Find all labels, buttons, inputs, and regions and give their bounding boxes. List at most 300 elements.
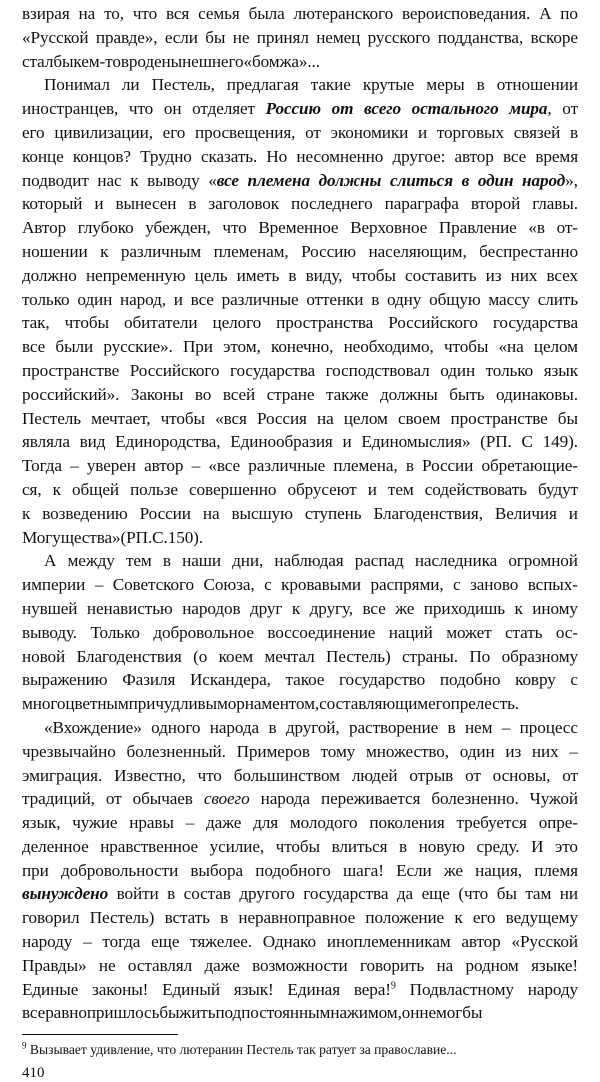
word [355, 549, 404, 573]
word [398, 407, 440, 431]
text-line [22, 978, 578, 1002]
word-part: растворение [349, 717, 439, 737]
word [388, 478, 414, 502]
word [428, 692, 451, 716]
word-part: государства [229, 360, 316, 380]
word [366, 740, 449, 764]
word-part: нравы [129, 813, 174, 833]
word [22, 526, 121, 550]
word [531, 26, 578, 50]
word [321, 740, 356, 764]
word [22, 311, 50, 335]
word [94, 192, 103, 216]
word-part: друг [250, 598, 283, 618]
text-line [22, 383, 578, 407]
word-part: выводу. [22, 622, 77, 642]
word [250, 597, 282, 621]
word-part: Благоденствия, [373, 503, 483, 523]
word-part: процесс [519, 717, 578, 737]
word [465, 764, 481, 788]
word-part: может [446, 622, 492, 642]
word-part: тогда [102, 932, 141, 952]
word-part: непременную [85, 265, 186, 285]
word [418, 121, 427, 145]
word [477, 835, 520, 859]
word-part: чтобы [275, 836, 320, 856]
word [371, 288, 379, 312]
word-part: одинаковы. [496, 384, 578, 404]
word [431, 787, 518, 811]
word-part: Благоденствия [76, 646, 182, 666]
word [380, 383, 438, 407]
word-part: к [22, 503, 31, 523]
word-part: ведущему [505, 908, 578, 928]
word-part: будут [538, 479, 578, 499]
word [502, 645, 578, 669]
word-part: все [22, 337, 46, 357]
word [534, 859, 578, 883]
word [249, 2, 285, 26]
word-part: от [305, 122, 321, 142]
word-part: государства [303, 884, 389, 904]
word-part: Автор [22, 218, 67, 238]
text-line [22, 573, 578, 597]
word [188, 192, 196, 216]
word-part: одного [151, 717, 201, 737]
word [496, 383, 578, 407]
word [96, 26, 158, 50]
word-part: просвещения, [194, 122, 296, 142]
text-line [22, 764, 578, 788]
word-part: была [248, 4, 285, 23]
word [129, 811, 174, 835]
word [22, 26, 88, 50]
word-part: стать [505, 622, 543, 642]
word [129, 692, 228, 716]
word [201, 145, 257, 169]
word [319, 169, 382, 193]
word-part: добровольности [60, 860, 179, 880]
word-part: племена, [333, 456, 398, 476]
word-part: Советского [112, 575, 195, 595]
word [506, 906, 578, 930]
word-part: к [291, 598, 301, 618]
word [486, 359, 534, 383]
word [306, 264, 343, 288]
word [515, 668, 556, 692]
word [543, 430, 578, 454]
text-line [22, 906, 578, 930]
text-line [22, 430, 578, 454]
word-part: тем [387, 479, 414, 499]
word-part: мечтает, [91, 408, 151, 428]
word [195, 383, 211, 407]
word [22, 668, 108, 692]
word [238, 906, 355, 930]
word-part: он [163, 99, 182, 119]
word [562, 764, 578, 788]
word [361, 430, 470, 454]
word [569, 740, 578, 764]
word-part: иметь [236, 265, 280, 285]
text-line [22, 169, 578, 193]
word-part: тем [125, 551, 152, 571]
word-part: такое [285, 670, 325, 690]
word [222, 288, 299, 312]
word-part: войти [116, 884, 159, 904]
word-part: вид [79, 432, 106, 452]
word [461, 930, 500, 954]
word-part: меры [426, 75, 465, 95]
word [497, 882, 517, 906]
word-part: наследника [414, 551, 498, 571]
word [252, 954, 348, 978]
word-part: и [417, 122, 428, 142]
word-part: крутые [362, 75, 415, 95]
word [91, 407, 150, 431]
word-part: всех [546, 265, 578, 285]
word-part: вера! [353, 979, 391, 999]
word-part: своего [203, 789, 250, 809]
word-part: влиться [331, 836, 388, 856]
word-part: там [525, 884, 552, 904]
word-part: в [476, 75, 485, 95]
word [303, 882, 388, 906]
word [168, 526, 203, 550]
word-part: них [510, 265, 538, 285]
word [174, 288, 183, 312]
word-part: племенам, [213, 241, 289, 261]
word-part: говорить [359, 955, 425, 975]
word [126, 549, 152, 573]
word [73, 145, 131, 169]
text-line [22, 26, 578, 50]
word [147, 169, 200, 193]
word-part: даже [204, 955, 240, 975]
word [478, 169, 514, 193]
word [189, 478, 276, 502]
word [182, 597, 240, 621]
word [539, 811, 578, 835]
word-part: что [128, 99, 154, 119]
word-part: один [440, 360, 476, 380]
word [326, 383, 368, 407]
word-part: в [288, 265, 297, 285]
word [521, 430, 532, 454]
word [387, 288, 421, 312]
word-part: нем [464, 717, 493, 737]
word-part: отделяет [192, 99, 255, 119]
word-part: от [562, 99, 578, 119]
word-part: нувшей [22, 598, 78, 618]
word-part: различные [248, 456, 326, 476]
word [215, 407, 247, 431]
word-part: что [197, 765, 222, 785]
word-part: один [477, 170, 514, 190]
word [429, 288, 481, 312]
text-line [22, 1001, 578, 1025]
word [22, 764, 102, 788]
word [369, 811, 444, 835]
word [198, 764, 222, 788]
word [92, 978, 148, 1002]
word [456, 811, 526, 835]
word [167, 882, 175, 906]
word [90, 621, 139, 645]
word-part: нравственное [100, 836, 199, 856]
text-line [22, 407, 578, 431]
word [261, 787, 310, 811]
word [204, 787, 250, 811]
word [163, 121, 186, 145]
word-part: конце [22, 146, 64, 166]
word-part: Но [266, 146, 288, 166]
word [140, 502, 191, 526]
word [231, 502, 292, 526]
text-line [22, 240, 578, 264]
word [165, 26, 198, 50]
word-part: 150). [167, 527, 204, 547]
word-part: выбора [190, 860, 244, 880]
word [22, 169, 89, 193]
word-part: лютеранского [293, 4, 394, 23]
text-line [22, 621, 578, 645]
word [263, 930, 316, 954]
word [53, 478, 61, 502]
word [415, 549, 497, 573]
word [332, 835, 388, 859]
word-part: отношении [496, 75, 578, 95]
word-part: молодого [289, 813, 358, 833]
word-part: главы. [532, 194, 578, 214]
word [133, 2, 157, 26]
footnote-rule [22, 1034, 178, 1035]
word [557, 216, 578, 240]
word [385, 192, 459, 216]
word-part: торговых [436, 122, 504, 142]
text-line [22, 859, 578, 883]
word-part: деленное [22, 836, 89, 856]
word-part: в [371, 289, 380, 309]
word [479, 240, 578, 264]
word [475, 859, 522, 883]
word-part: заголовок [208, 194, 280, 214]
word [100, 240, 108, 264]
word [87, 1001, 160, 1025]
text-line [22, 787, 578, 811]
word-part: состав [183, 884, 231, 904]
word-part: между [67, 551, 115, 571]
word [480, 430, 512, 454]
word-part: огромной [508, 551, 578, 571]
word-part: мечтал [264, 646, 315, 666]
word-part: языке! [531, 955, 578, 975]
word [317, 407, 334, 431]
word-part: – [83, 932, 92, 952]
word [321, 787, 420, 811]
word-part: усилие, [209, 836, 265, 856]
word [268, 716, 276, 740]
word [100, 835, 198, 859]
word [460, 740, 495, 764]
word-part: «в [528, 218, 545, 238]
word [505, 621, 542, 645]
word-part: во [194, 384, 212, 404]
word-part: Величия [494, 503, 557, 523]
word-part: общую [429, 289, 481, 309]
word-part: под [215, 1003, 242, 1023]
text-line [22, 216, 578, 240]
word [162, 978, 220, 1002]
word-part: бы [205, 27, 226, 47]
word-part: коем [218, 646, 254, 666]
word-part: бы [159, 1003, 180, 1023]
word-part: несомненно [296, 146, 384, 166]
word [410, 978, 514, 1002]
word [257, 407, 307, 431]
word-part: другого [239, 884, 295, 904]
word [124, 311, 197, 335]
word-part: второй [470, 194, 521, 214]
word-part: ли [121, 75, 140, 95]
word [22, 1001, 45, 1025]
word-part: 149). [542, 432, 578, 452]
word-part: », [565, 170, 578, 190]
word-part: (что [458, 884, 489, 904]
word-part: Трудно [140, 146, 192, 166]
text-line [22, 692, 578, 716]
word-part: среду. [476, 836, 520, 856]
word [402, 1001, 420, 1025]
word [122, 73, 140, 97]
word [22, 288, 70, 312]
word [465, 716, 492, 740]
text-line [22, 359, 578, 383]
word [22, 454, 62, 478]
word-part: от [105, 789, 122, 809]
word [255, 859, 331, 883]
word-part: в [569, 122, 578, 142]
word [440, 359, 475, 383]
body-text [22, 2, 578, 1025]
word-part: многоцветным [22, 694, 129, 714]
word-part: неравноправное [238, 908, 356, 928]
word-part: наши [182, 551, 221, 571]
word-part: «вся [215, 408, 247, 428]
word-part: беспрестанно [479, 241, 578, 261]
word [488, 288, 530, 312]
word [511, 930, 577, 954]
word [332, 97, 354, 121]
word-part: Российского [129, 360, 220, 380]
word [53, 50, 73, 74]
word [204, 573, 255, 597]
word-part: Россию [301, 241, 356, 261]
word-part: должны [318, 170, 382, 190]
word-part: – [501, 717, 511, 737]
word [569, 502, 578, 526]
word [133, 787, 193, 811]
word [204, 954, 239, 978]
text-line [22, 930, 578, 954]
word-part: иностранцев, [22, 99, 119, 119]
word-part: еще [151, 932, 180, 952]
word-part: так, [22, 313, 50, 333]
word-part: правде», [95, 27, 158, 47]
word-part: оттенки [306, 289, 364, 309]
page-number: 410 [22, 1065, 45, 1082]
word [437, 121, 504, 145]
word [121, 526, 153, 550]
word-part: одну [387, 289, 422, 309]
word-part: другой, [285, 717, 340, 737]
word-part: бы [462, 1003, 483, 1023]
word-part: нынешнего [161, 51, 244, 71]
word [248, 169, 310, 193]
word-part: – [94, 575, 104, 595]
word [296, 145, 383, 169]
word-part: этом, [223, 337, 261, 357]
word-part: жить [179, 1003, 216, 1023]
word [311, 73, 351, 97]
word-part: государство [339, 670, 426, 690]
word-part: – [569, 741, 578, 761]
word [45, 1001, 87, 1025]
word [402, 645, 458, 669]
word-part: различным [120, 241, 202, 261]
word-part: народу [527, 979, 578, 999]
word-part: страны. [402, 646, 458, 666]
word-part: народа [209, 717, 260, 737]
word-part: также [325, 384, 369, 404]
footnote-text: Вызывает удивление, что лютеранин Пестель так ратует за православие... [29, 1042, 457, 1058]
word-part: них [531, 741, 559, 761]
word-part: тяжелее. [190, 932, 252, 952]
word [22, 930, 72, 954]
word-part: концов? [72, 146, 131, 166]
word-part: что [222, 218, 247, 238]
word [528, 216, 545, 240]
word-part: основы, [492, 765, 551, 785]
word [210, 835, 264, 859]
word [230, 359, 315, 383]
word [462, 169, 470, 193]
word [368, 478, 377, 502]
word-part: воссоединение [267, 622, 376, 642]
word [531, 835, 543, 859]
word-part: Российского [388, 313, 478, 333]
word-part: говорил [22, 908, 80, 928]
word [153, 621, 253, 645]
word [392, 145, 445, 169]
word [228, 692, 319, 716]
word [493, 764, 551, 788]
word-part: родном [465, 955, 519, 975]
word-part: такие [310, 75, 351, 95]
word [258, 216, 338, 240]
word-part: нас [97, 170, 122, 190]
word-part: один [459, 741, 495, 761]
word [422, 882, 450, 906]
text-line [22, 311, 578, 335]
word [458, 882, 488, 906]
text-line [22, 740, 578, 764]
word-part: совершенно [189, 479, 277, 499]
word-part: являла [22, 432, 70, 452]
word-part: только [22, 289, 70, 309]
word-part: народа [260, 789, 310, 809]
word [190, 668, 271, 692]
